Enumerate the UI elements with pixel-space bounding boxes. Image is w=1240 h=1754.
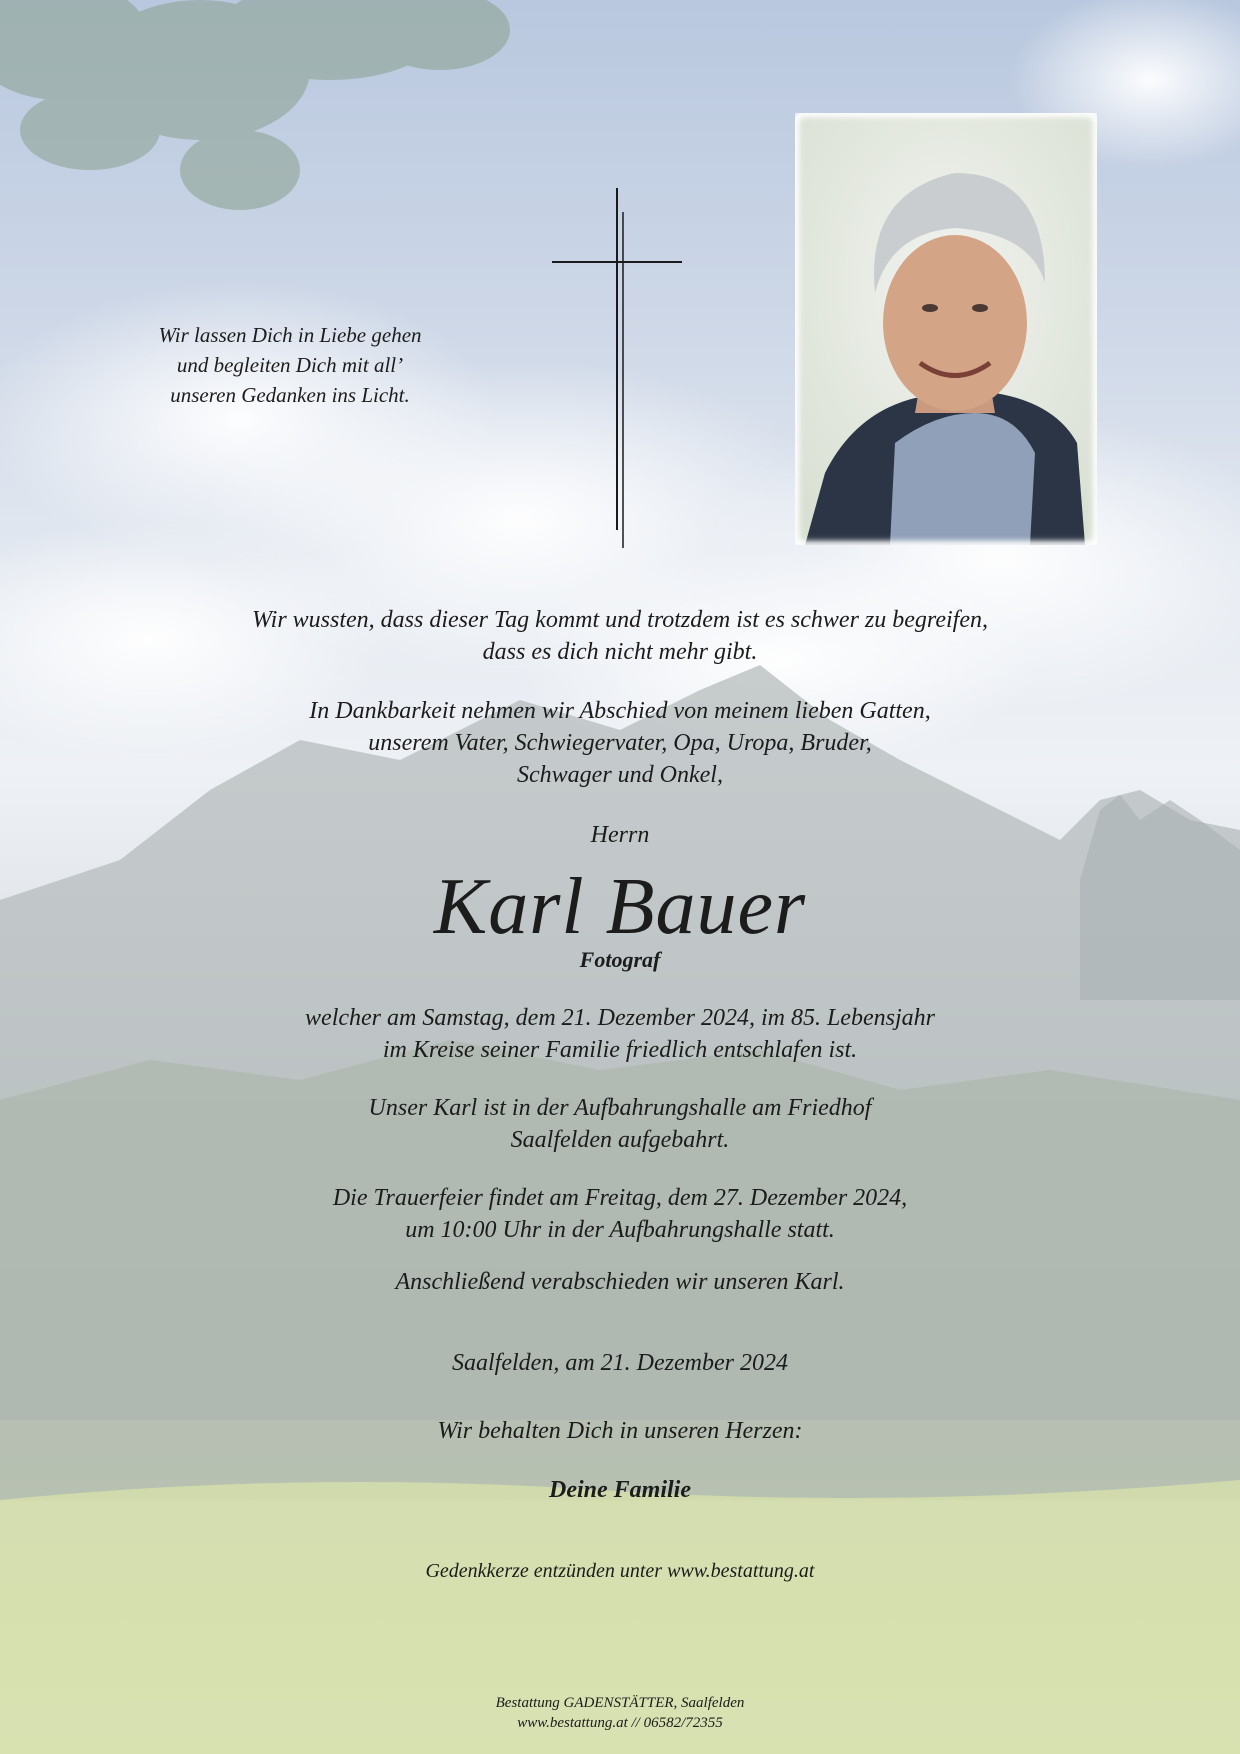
poem-line: unseren Gedanken ins Licht. bbox=[170, 383, 410, 407]
salutation: Herrn bbox=[590, 822, 650, 848]
intro-line: dass es dich nicht mehr gibt. bbox=[482, 639, 758, 665]
deceased-name: Karl Bauer bbox=[433, 863, 807, 951]
cross-icon bbox=[550, 188, 684, 548]
ceremony-notice bbox=[0, 1182, 1240, 1246]
family-signature: Deine Familie bbox=[549, 1477, 691, 1503]
remembrance-text: Wir behalten Dich in unseren Herzen: bbox=[437, 1418, 803, 1444]
farewell-line: unserem Vater, Schwiegervater, Opa, Uropa, Bruder, bbox=[368, 730, 872, 756]
poem-line: und begleiten Dich mit all’ bbox=[176, 353, 404, 377]
intro-text bbox=[0, 604, 1240, 668]
closing-text: Anschließend verabschieden wir unseren Karl. bbox=[395, 1269, 845, 1295]
intro-line: Wir wussten, dass dieser Tag kommt und trotzdem ist es schwer zu begreifen, bbox=[252, 607, 988, 633]
funeral-home-footer bbox=[0, 1693, 1240, 1733]
footer-line: www.bestattung.at // 06582/72355 bbox=[517, 1715, 723, 1731]
footer-line: Bestattung GADENSTÄTTER, Saalfelden bbox=[495, 1695, 745, 1711]
candle-link-text: Gedenkkerze entzünden unter www.bestattung.at bbox=[425, 1560, 815, 1582]
portrait-photo bbox=[795, 113, 1097, 545]
farewell-line: In Dankbarkeit nehmen wir Abschied von meinem lieben Gatten, bbox=[309, 698, 931, 724]
poem-line: Wir lassen Dich in Liebe gehen bbox=[158, 323, 422, 347]
death-line: welcher am Samstag, dem 21. Dezember 2024, im 85. Lebensjahr bbox=[305, 1005, 935, 1031]
death-line: im Kreise seiner Familie friedlich entschlafen ist. bbox=[382, 1037, 858, 1063]
deceased-profession: Fotograf bbox=[579, 947, 661, 972]
viewing-line: Unser Karl ist in der Aufbahrungshalle am Friedhof bbox=[368, 1095, 872, 1121]
viewing-notice bbox=[0, 1092, 1240, 1156]
farewell-line: Schwager und Onkel, bbox=[517, 762, 723, 788]
place-date: Saalfelden, am 21. Dezember 2024 bbox=[452, 1350, 788, 1376]
farewell-text bbox=[0, 695, 1240, 791]
memorial-poem bbox=[110, 320, 470, 410]
death-notice bbox=[0, 1002, 1240, 1066]
ceremony-line: Die Trauerfeier findet am Freitag, dem 27. Dezember 2024, bbox=[332, 1185, 908, 1211]
viewing-line: Saalfelden aufgebahrt. bbox=[510, 1127, 730, 1153]
ceremony-line: um 10:00 Uhr in der Aufbahrungshalle statt. bbox=[405, 1217, 835, 1243]
